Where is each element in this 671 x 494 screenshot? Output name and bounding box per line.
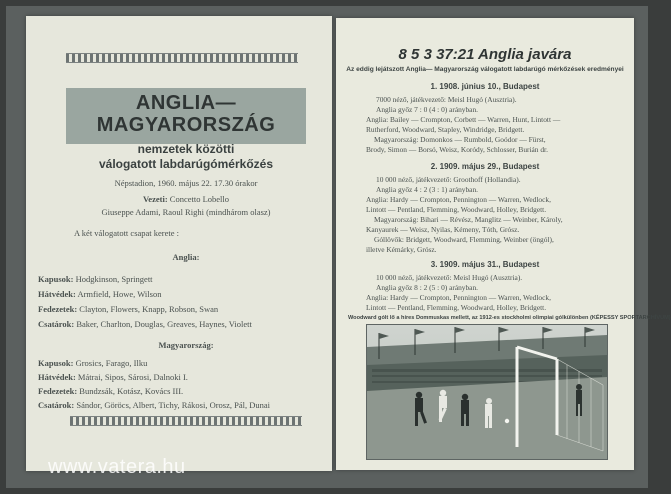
match-3-line: Lintott — Pentland, Flemming, Woodward, Holley, Bridgett. [366, 303, 547, 312]
team2-name: Magyarország: [158, 340, 214, 350]
linesmen-text: Giuseppe Adami, Raoul Righi (mindhárom olasz) [101, 207, 271, 217]
team2-role: Csatárok: [38, 400, 75, 410]
teams-intro: A két válogatott csapat kerete : [74, 228, 180, 238]
top-ornament [66, 53, 298, 63]
team1-row [38, 304, 218, 314]
team2-role: Kapusok: [38, 358, 74, 368]
match-2-line: Kanyaurek — Weisz, Nyilas, Kémeny, Tóth, Grósz. [366, 225, 520, 234]
match-3-header: 3. 1909. május 31., Budapest [430, 260, 540, 269]
venue-text: Népstadion, 1960. május 22. 17.30 órakor [114, 178, 258, 188]
subtitle-line-2: válogatott labdarúgómérkőzés [98, 157, 274, 171]
match-2-line: Góllövők: Bridgett, Woodward, Flemming, Weinber (öngól), [374, 235, 554, 244]
team1-name: Anglia: [172, 252, 200, 262]
team2-names: Grosics, Farago, Ilku [75, 358, 148, 368]
team1-role: Fedezetek: [38, 304, 78, 314]
team1-names: Hodgkinson, Springett [75, 274, 153, 284]
match-1-line: Anglia győz 7 : 0 (4 : 0) arányban. [376, 105, 479, 114]
match-photo [366, 324, 608, 460]
match-3-line: 10 000 néző, játékvezető: Meisl Hugó (Ausztria). [376, 273, 523, 282]
team2-row [38, 386, 183, 396]
match-2-line: Lintott — Pentland, Flemming, Woodward, Holley, Bridgett. [366, 205, 547, 214]
record-headline: 8 5 3 37:21 Anglia javára [398, 46, 572, 63]
team2-role: Fedezetek: [38, 386, 78, 396]
team1-role: Hátvédek: [38, 289, 76, 299]
match-1-header: 1. 1908. június 10., Budapest [430, 82, 540, 91]
match-2-line: Anglia győz 4 : 2 (3 : 1) arányban. [376, 185, 479, 194]
team2-row [38, 358, 147, 368]
team2-row [38, 372, 188, 382]
match-2-line: Anglia: Hardy — Crompton, Pennington — Warren, Wedlock, [366, 195, 551, 204]
match-1-line: Brody, Simon — Borsó, Weisz, Koródy, Schlosser, Burián dr. [366, 145, 548, 154]
team1-names: Armfield, Howe, Wilson [77, 289, 162, 299]
match-2-line: Magyarország: Bihari — Révész, Manglitz — Weinber, Károly, [374, 215, 563, 224]
record-subheadline: Az eddig lejátszott Anglia— Magyarország válogatott labdarúgó mérkőzések eredményei [346, 66, 624, 73]
match-1-line: 7000 néző, játékvezető: Meisl Hugó (Ausztria). [376, 95, 517, 104]
team2-row [38, 400, 270, 410]
team2-names: Mátrai, Sipos, Sárosi, Dalnoki I. [77, 372, 188, 382]
team1-row [38, 319, 252, 329]
match-3-line: Anglia győz 8 : 2 (5 : 0) arányban. [376, 283, 479, 292]
match-2-line: illetve Kémárky, Grósz. [366, 245, 437, 254]
team1-role: Csatárok: [38, 319, 75, 329]
left-page [26, 16, 332, 471]
match-1-line: Anglia: Bailey — Crompton, Corbett — Warren, Hunt, Lintott — [366, 115, 561, 124]
team2-names: Bundzsák, Kotász, Kovács III. [79, 386, 184, 396]
photo-caption: Woodward gólt lő a híres Dommuskas mellett, az 1912-es stockholmi olimpiai gólkülönben (KÉPESSY SPORTARCHÍVUM) [348, 315, 671, 321]
team1-names: Baker, Charlton, Douglas, Greaves, Haynes, Violett [76, 319, 252, 329]
match-1-line: Rutherford, Woodward, Stapley, Windridge, Bridgett. [366, 125, 525, 134]
referee-label: Vezeti: [142, 194, 168, 204]
referee-name: Concetto Lobello [169, 194, 230, 204]
team2-role: Hátvédek: [38, 372, 76, 382]
bottom-ornament [70, 416, 302, 426]
title-line-1: ANGLIA— [135, 92, 237, 114]
match-1-line: Magyarország: Domonkos — Rumbold, Goódor — Fürst, [374, 135, 546, 144]
right-page [336, 18, 671, 470]
match-2-line: 10 000 néző, játékvezető: Groothoff (Hollandia). [376, 175, 521, 184]
vatera-watermark: www.vatera.hu [48, 456, 186, 478]
match-2-header: 2. 1909. május 29., Budapest [430, 162, 540, 171]
title-line-2: MAGYARORSZÁG [96, 114, 276, 136]
team1-row [38, 289, 161, 299]
referee-row [66, 194, 306, 204]
team1-role: Kapusok: [38, 274, 74, 284]
team1-row [38, 274, 153, 284]
team2-names: Sándor, Göröcs, Albert, Tichy, Rákosi, Orosz, Pál, Dunai [76, 400, 270, 410]
match-3-line: Anglia: Hardy — Crompton, Pennington — Warren, Wedlock, [366, 293, 551, 302]
subtitle-line-1: nemzetek közötti [137, 142, 235, 156]
team1-names: Clayton, Flowers, Knapp, Robson, Swan [79, 304, 219, 314]
